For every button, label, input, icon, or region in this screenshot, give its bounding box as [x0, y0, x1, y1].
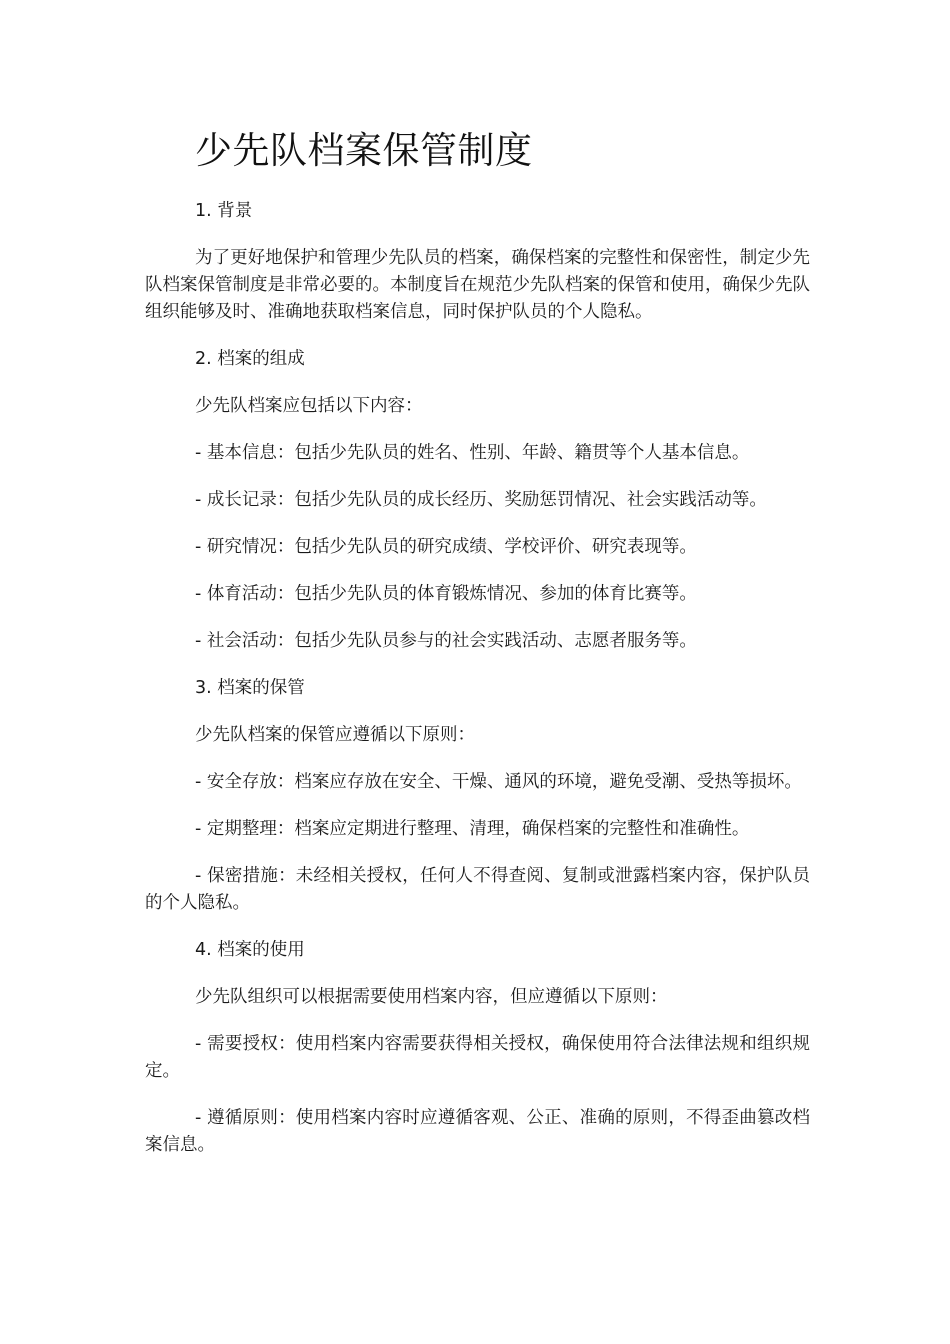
section-heading-composition: 2. 档案的组成	[195, 349, 305, 369]
list-item: - 研究情况：包括少先队员的研究成绩、学校评价、研究表现等。	[195, 537, 697, 557]
section-heading-background: 1. 背景	[195, 201, 253, 221]
list-item: - 成长记录：包括少先队员的成长经历、奖励惩罚情况、社会实践活动等。	[195, 490, 767, 510]
background-paragraph: 为了更好地保护和管理少先队员的档案，确保档案的完整性和保密性，制定少先队档案保管制度是非常必要的。本制度旨在规范少先队档案的保管和使用，确保少先队组织能够及时、准确地获取档案信息，同时保护队员的个人隐私。	[145, 248, 810, 322]
list-item: - 安全存放：档案应存放在安全、干燥、通风的环境，避免受潮、受热等损坏。	[195, 772, 802, 792]
usage-intro: 少先队组织可以根据需要使用档案内容，但应遵循以下原则：	[195, 987, 668, 1007]
list-item: - 需要授权：使用档案内容需要获得相关授权，确保使用符合法律法规和组织规定。	[145, 1034, 810, 1081]
spacer	[145, 174, 810, 198]
section-heading-storage: 3. 档案的保管	[195, 678, 305, 698]
storage-intro: 少先队档案的保管应遵循以下原则：	[195, 725, 475, 745]
list-item: - 基本信息：包括少先队员的姓名、性别、年龄、籍贯等个人基本信息。	[195, 443, 750, 463]
list-item: - 体育活动：包括少先队员的体育锻炼情况、参加的体育比赛等。	[195, 584, 697, 604]
list-item: - 社会活动：包括少先队员参与的社会实践活动、志愿者服务等。	[195, 631, 697, 651]
section-heading-usage: 4. 档案的使用	[195, 940, 305, 960]
list-item: - 定期整理：档案应定期进行整理、清理，确保档案的完整性和准确性。	[195, 819, 750, 839]
page-title: 少先队档案保管制度	[195, 129, 533, 172]
list-item: - 遵循原则：使用档案内容时应遵循客观、公正、准确的原则，不得歪曲篡改档案信息。	[145, 1108, 810, 1155]
composition-intro: 少先队档案应包括以下内容：	[195, 396, 423, 416]
list-item: - 保密措施：未经相关授权，任何人不得查阅、复制或泄露档案内容，保护队员的个人隐私。	[145, 866, 810, 913]
document-body	[145, 128, 810, 1159]
